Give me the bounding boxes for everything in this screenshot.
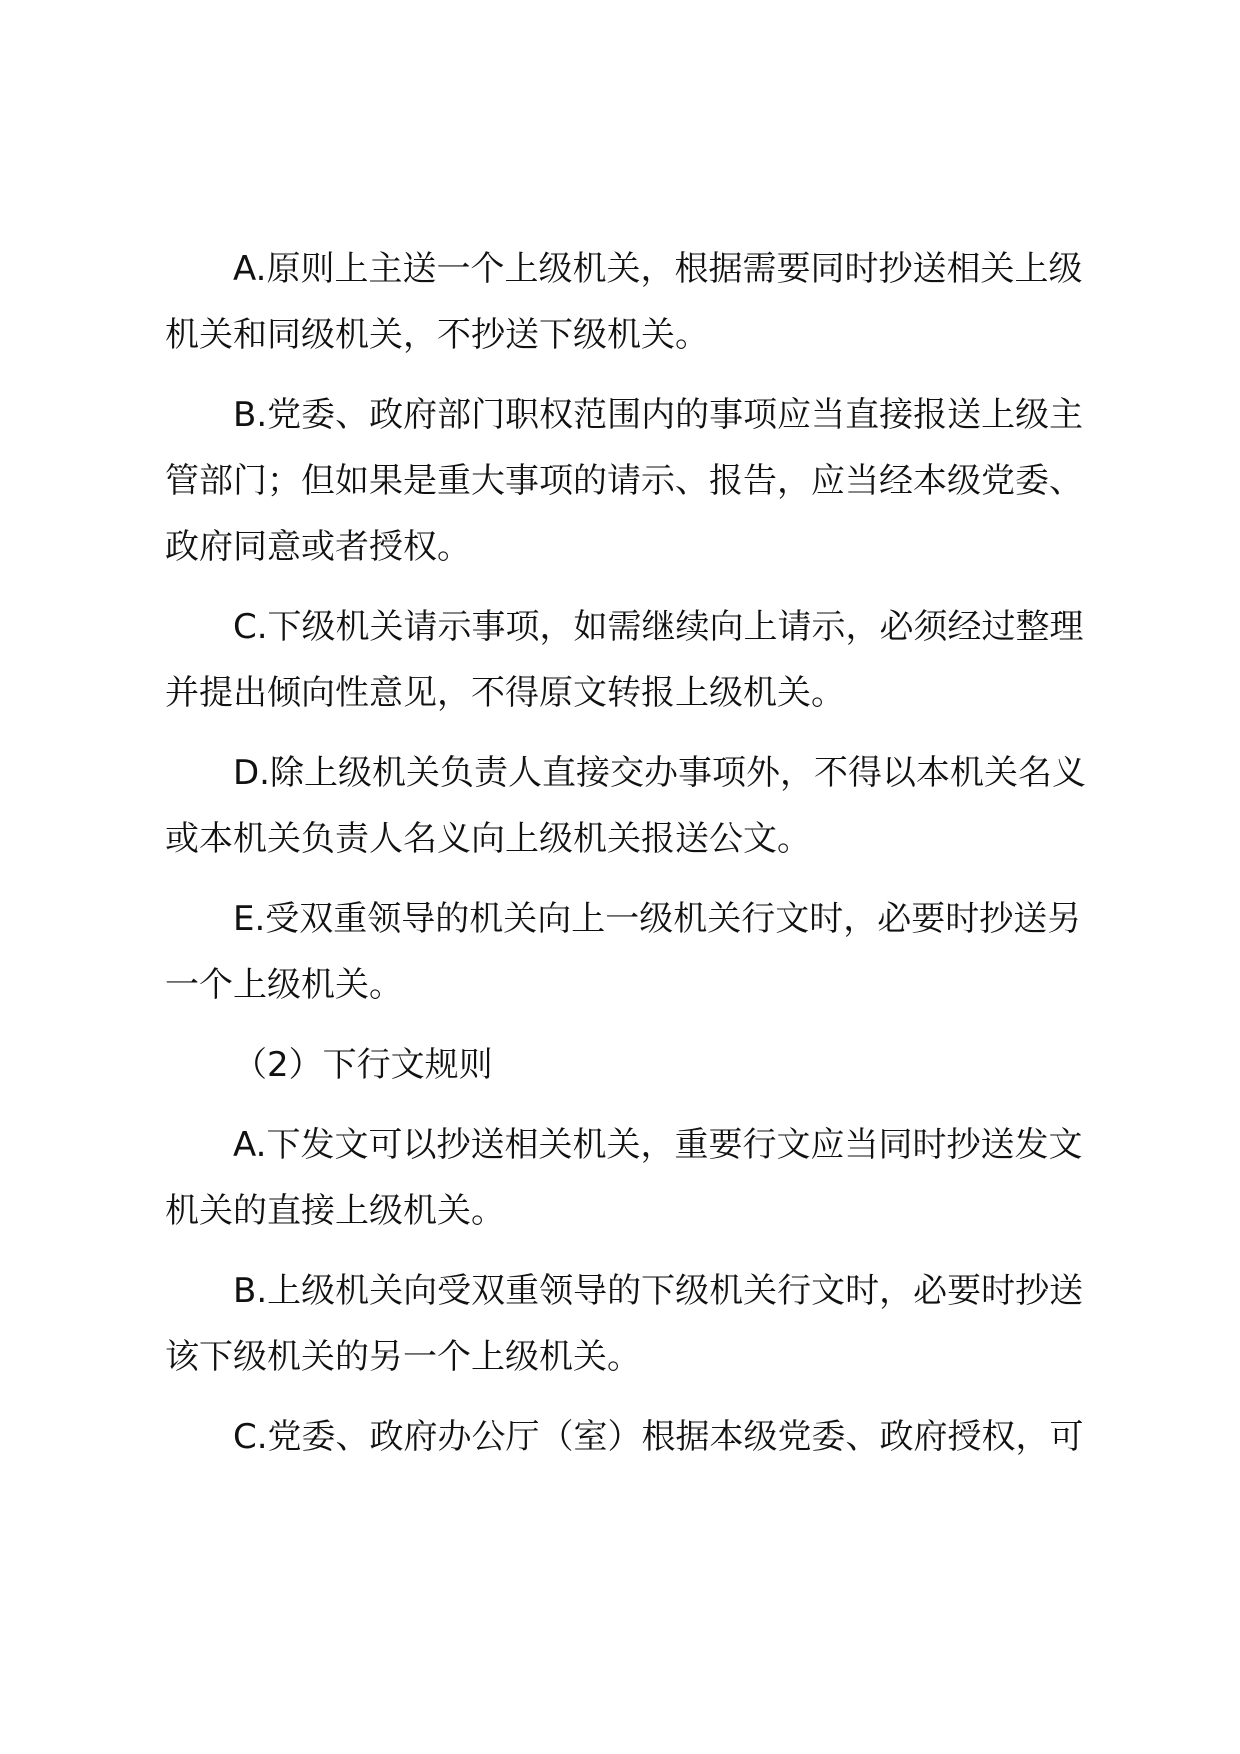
text-line: E.受双重领导的机关向上一级机关行文时，必要时抄送另 <box>233 899 1082 939</box>
paragraph-upward-e <box>165 886 1085 1018</box>
text-line: 管部门；但如果是重大事项的请示、报告，应当经本级党委、 <box>165 461 1083 501</box>
text-line: C.党委、政府办公厅（室）根据本级党委、政府授权，可 <box>233 1417 1084 1457</box>
paragraph-downward-b <box>165 1258 1085 1390</box>
paragraph-upward-d <box>165 740 1085 872</box>
text-line: 并提出倾向性意见，不得原文转报上级机关。 <box>165 673 845 713</box>
text-line: 机关的直接上级机关。 <box>165 1191 505 1231</box>
text-line: A.原则上主送一个上级机关，根据需要同时抄送相关上级 <box>233 249 1083 289</box>
section-heading-downward-rules <box>165 1032 1085 1098</box>
text-line: B.党委、政府部门职权范围内的事项应当直接报送上级主 <box>233 395 1084 435</box>
text-line: 一个上级机关。 <box>165 965 403 1005</box>
document-body <box>165 236 1085 1484</box>
text-line: D.除上级机关负责人直接交办事项外，不得以本机关名义 <box>233 753 1086 793</box>
text-line: 该下级机关的另一个上级机关。 <box>165 1337 641 1377</box>
text-line: 或本机关负责人名义向上级机关报送公文。 <box>165 819 811 859</box>
paragraph-downward-c <box>165 1404 1085 1470</box>
text-line: B.上级机关向受双重领导的下级机关行文时，必要时抄送 <box>233 1271 1084 1311</box>
text-line: A.下发文可以抄送相关机关，重要行文应当同时抄送发文 <box>233 1125 1083 1165</box>
section-heading-text: （2）下行文规则 <box>233 1045 493 1085</box>
paragraph-upward-c <box>165 594 1085 726</box>
paragraph-upward-b <box>165 382 1085 580</box>
paragraph-downward-a <box>165 1112 1085 1244</box>
text-line: 机关和同级机关，不抄送下级机关。 <box>165 315 709 355</box>
text-line: C.下级机关请示事项，如需继续向上请示，必须经过整理 <box>233 607 1084 647</box>
paragraph-upward-a <box>165 236 1085 368</box>
text-line: 政府同意或者授权。 <box>165 527 471 567</box>
